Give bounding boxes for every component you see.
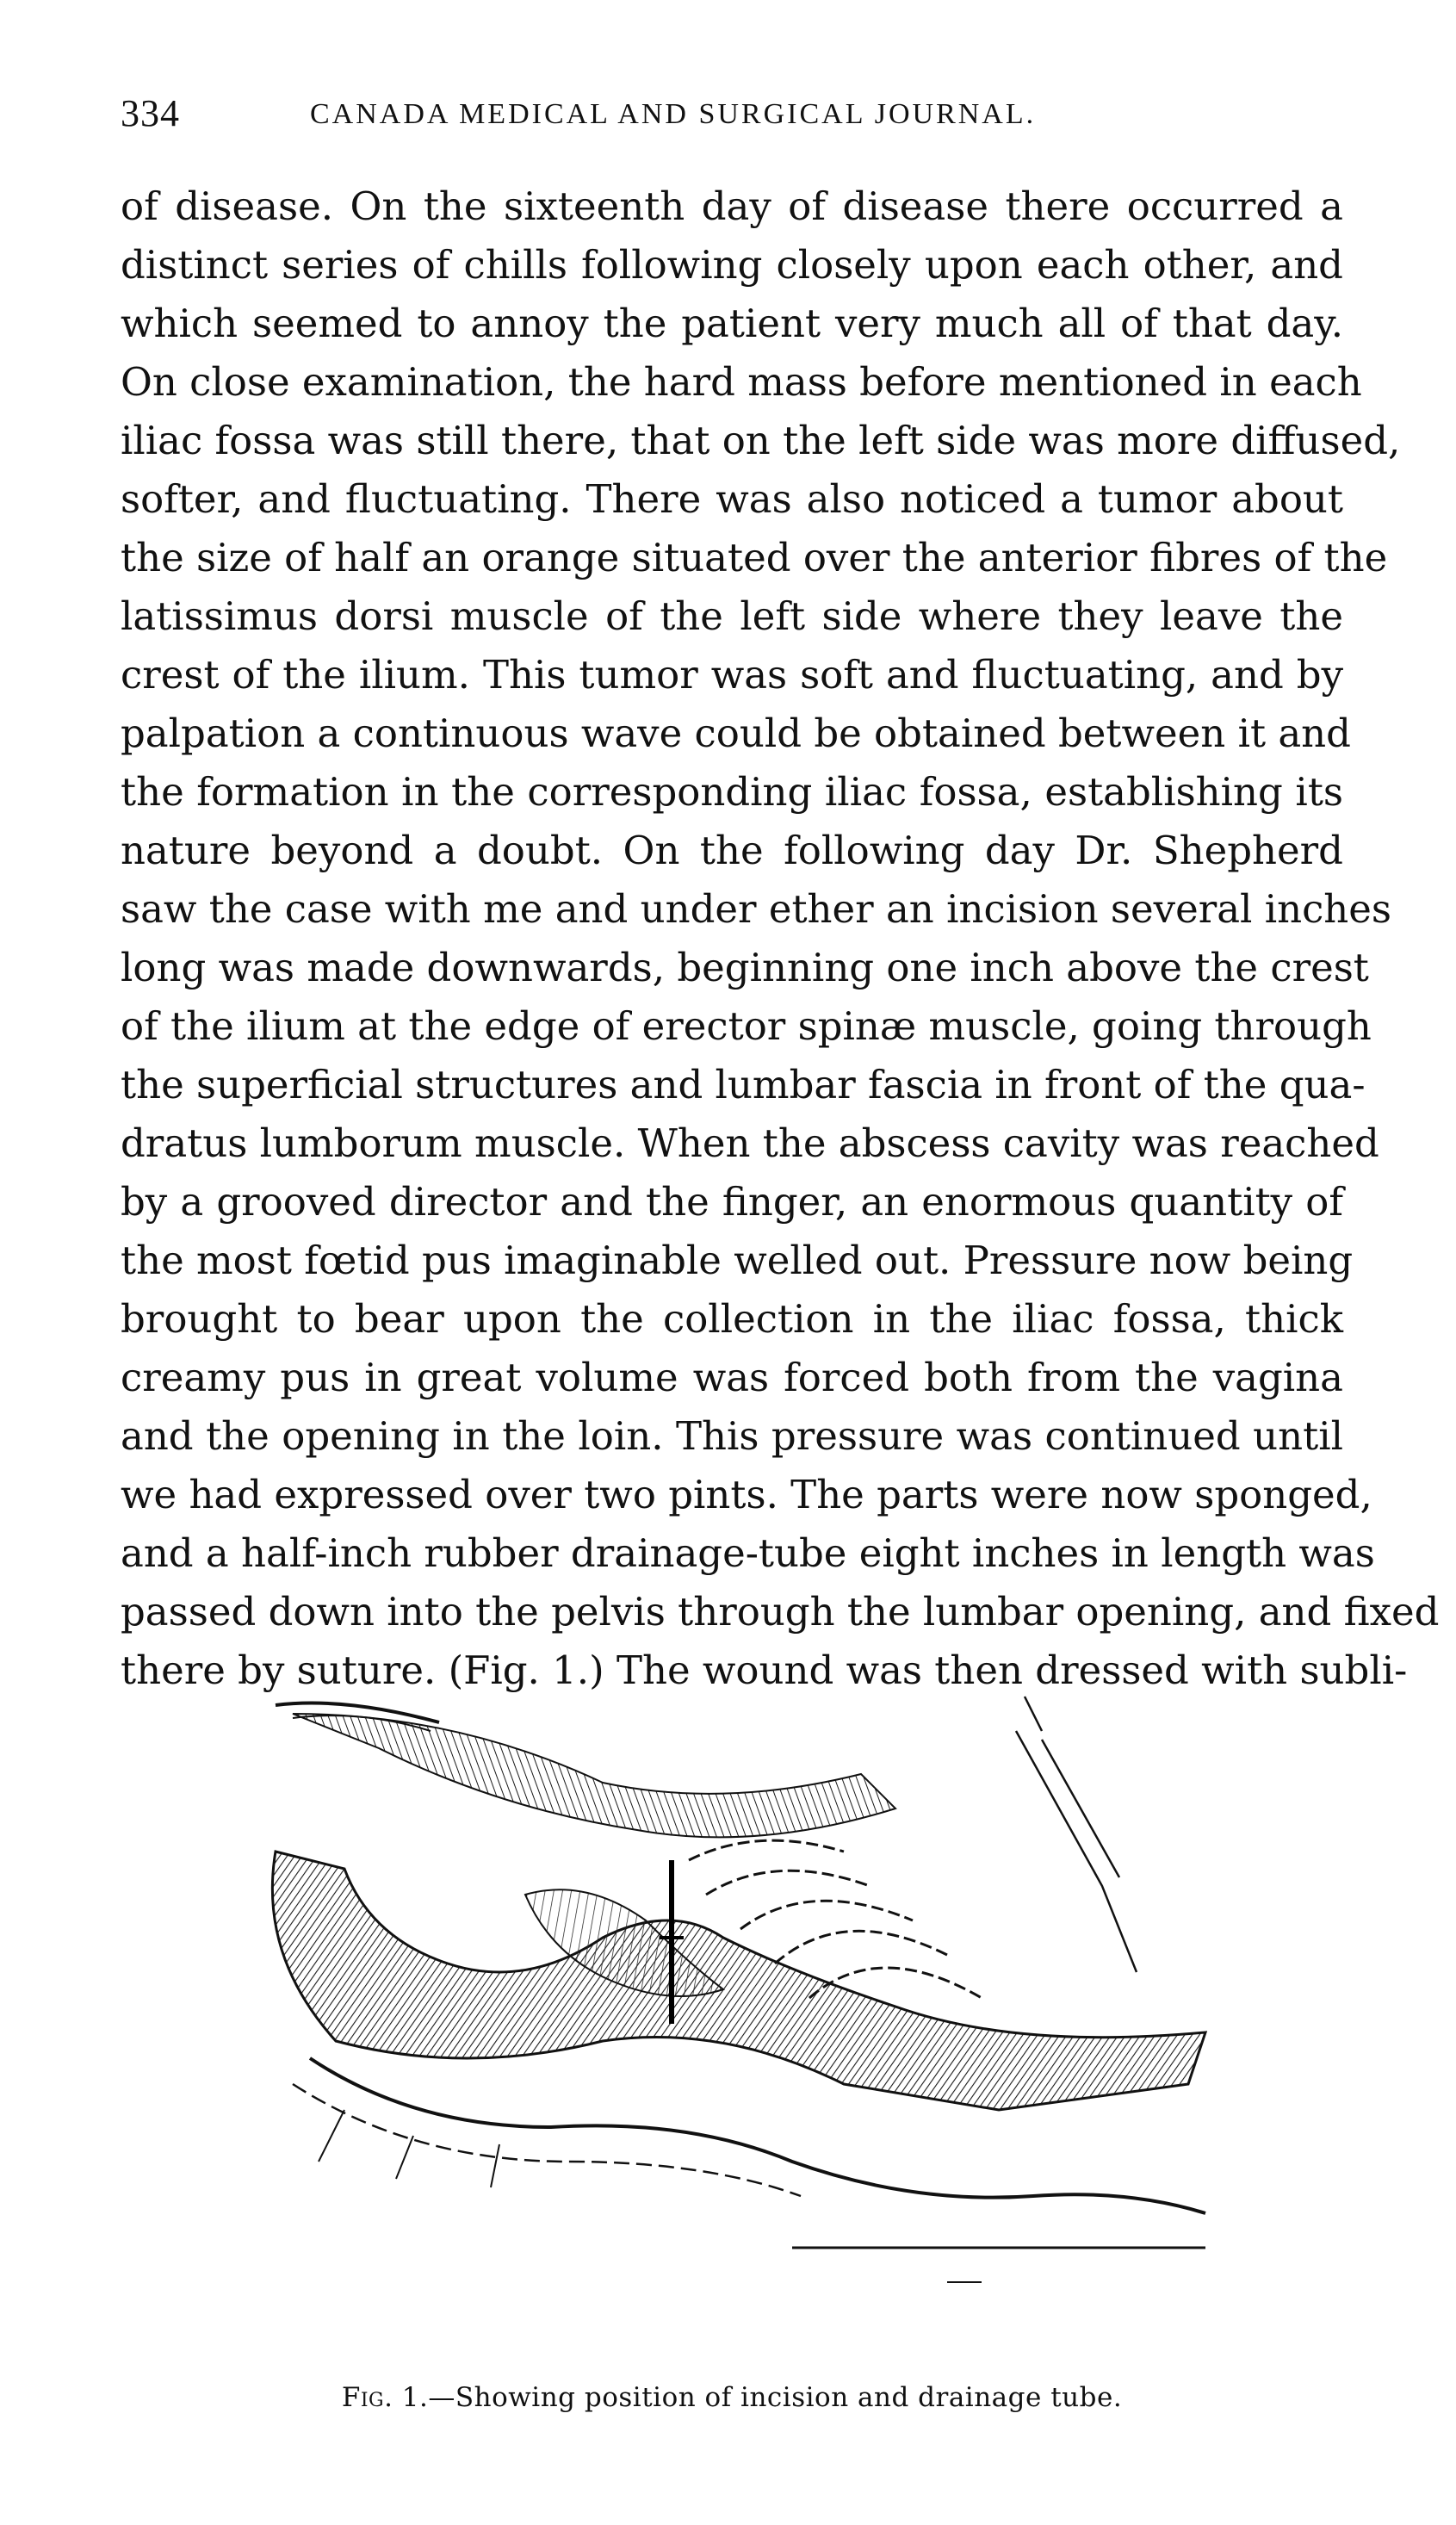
text-line: brought to bear upon the collection in the iliac fossa, thick (121, 1296, 1343, 1342)
text-line: latissimus dorsi muscle of the left side where they leave the (121, 593, 1343, 639)
text-line: long was made downwards, beginning one inch above the crest (121, 945, 1369, 990)
text-line: of disease. On the sixteenth day of disease there occurred a (121, 183, 1343, 229)
text-line: iliac fossa was still there, that on the left side was more diffused, (121, 418, 1401, 463)
text-line: distinct series of chills following closely upon each other, and (121, 242, 1343, 288)
text-line: crest of the ilium. This tumor was soft and fluctuating, and by (121, 652, 1343, 698)
text-line: by a grooved director and the finger, an enormous quantity of (121, 1179, 1343, 1225)
text-line: creamy pus in great volume was forced both from the vagina (121, 1355, 1343, 1400)
figure-label: Fig. 1. (341, 2382, 429, 2413)
text-line: which seemed to annoy the patient very much all of that day. (121, 301, 1343, 346)
text-line: palpation a continuous wave could be obtained between it and (121, 710, 1351, 756)
text-line: and the opening in the loin. This pressure was continued until (121, 1413, 1343, 1459)
text-line: saw the case with me and under ether an incision several inches (121, 886, 1392, 932)
text-line: the most fœtid pus imaginable welled out. Pressure now being (121, 1238, 1354, 1283)
text-line: of the ilium at the edge of erector spinæ muscle, going through (121, 1003, 1372, 1049)
engraving-icon (241, 1679, 1240, 2317)
text-line: softer, and fluctuating. There was also noticed a tumor about (121, 476, 1343, 522)
text-line: nature beyond a doubt. On the following day Dr. Shepherd (121, 828, 1343, 873)
figure-illustration (241, 1679, 1240, 2317)
figure-caption (121, 2382, 1343, 2413)
running-head (121, 91, 1343, 143)
body-paragraph (121, 177, 1440, 1700)
text-line: the superficial structures and lumbar fascia in front of the qua- (121, 1062, 1366, 1107)
figure-caption-text: —Showing position of incision and drainage tube. (428, 2382, 1123, 2413)
page-number: 334 (121, 92, 180, 134)
text-line: and a half-inch rubber drainage-tube eight inches in length was (121, 1530, 1375, 1576)
journal-title: CANADA MEDICAL AND SURGICAL JOURNAL. (310, 98, 1037, 130)
text-line: passed down into the pelvis through the lumbar opening, and fixed (121, 1589, 1440, 1635)
text-line: there by suture. (Fig. 1.) The wound was then dressed with subli- (121, 1647, 1408, 1693)
text-line: the formation in the corresponding iliac fossa, establishing its (121, 769, 1343, 815)
text-line: we had expressed over two pints. The parts were now sponged, (121, 1472, 1372, 1517)
text-line: dratus lumborum muscle. When the abscess cavity was reached (121, 1120, 1379, 1166)
text-line: the size of half an orange situated over the anterior fibres of the (121, 535, 1388, 580)
text-line: On close examination, the hard mass before mentioned in each (121, 359, 1362, 405)
